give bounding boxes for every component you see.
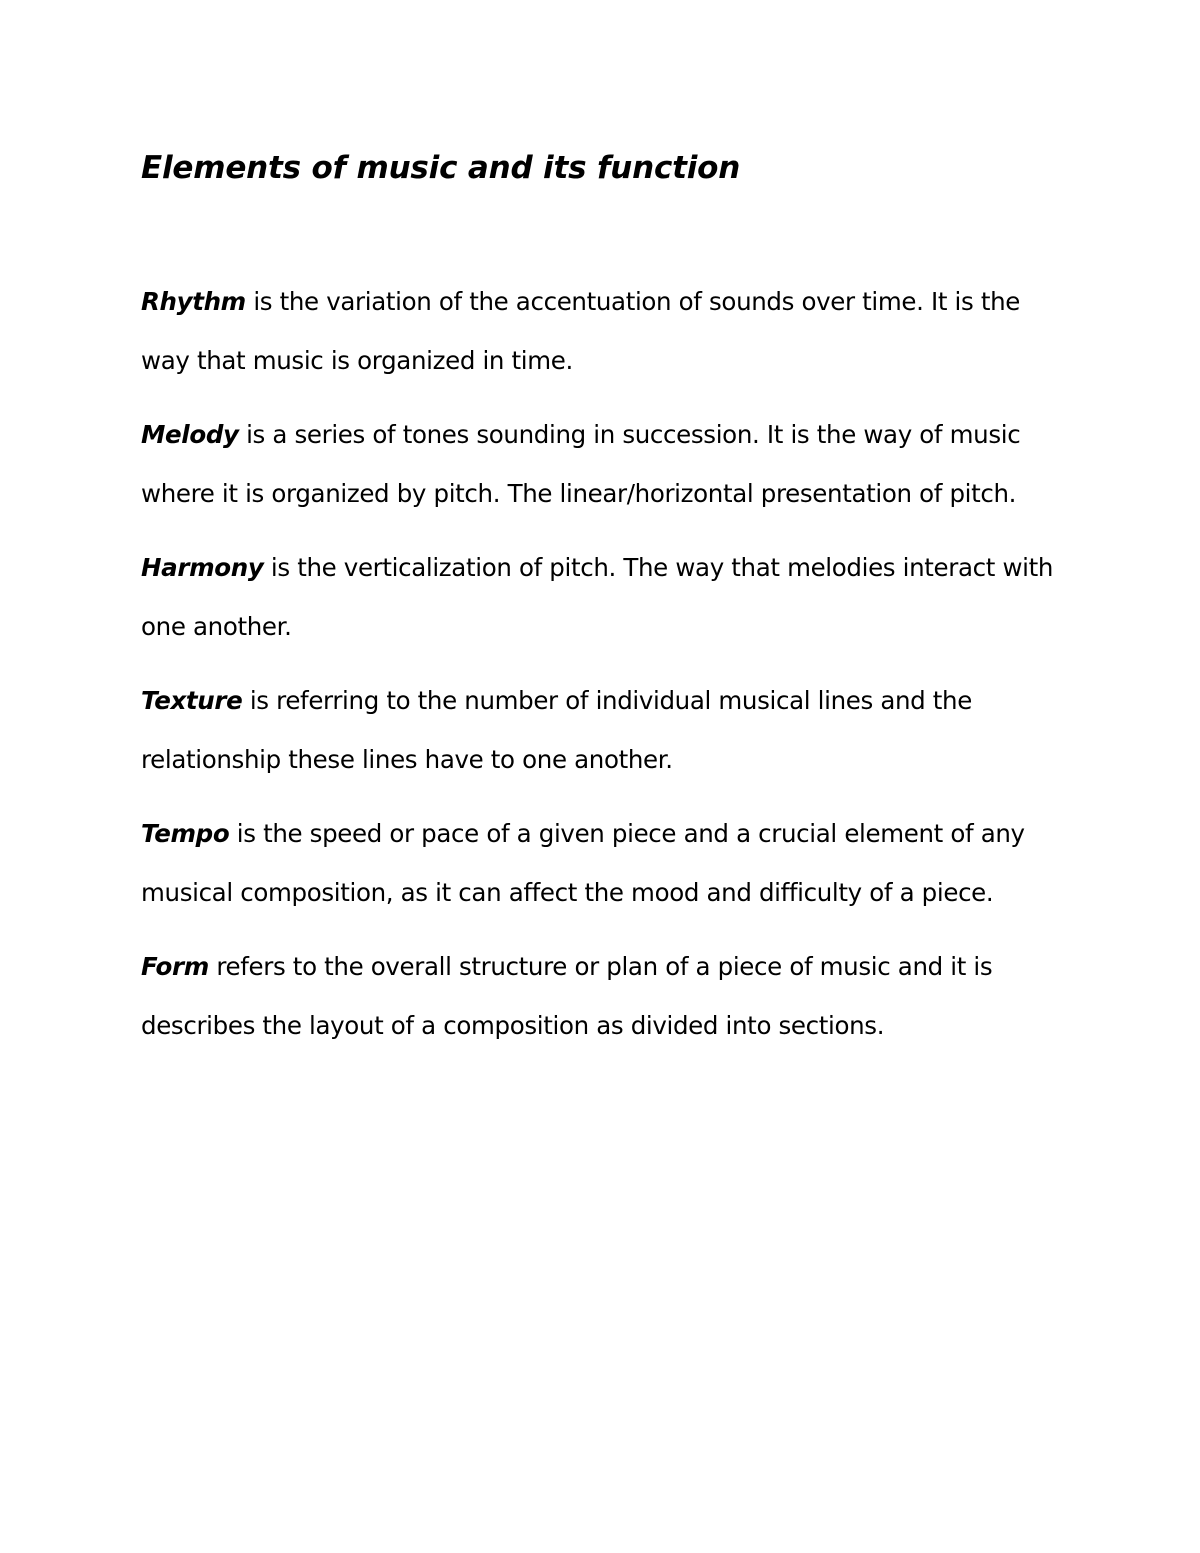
term-melody: Melody xyxy=(141,420,239,449)
entry-harmony xyxy=(141,539,1061,656)
definition-form: refers to the overall structure or plan of a piece of music and it is describes the layout of a composition as divided into sections. xyxy=(141,952,993,1040)
term-form: Form xyxy=(141,952,209,981)
entry-texture xyxy=(141,672,1061,789)
definition-texture: is referring to the number of individual musical lines and the relationship these lines have to one another. xyxy=(141,686,972,774)
definition-harmony: is the verticalization of pitch. The way that melodies interact with one another. xyxy=(141,553,1054,641)
definition-melody: is a series of tones sounding in succession. It is the way of music where it is organized by pitch. The linear/horizontal presentation of pitch. xyxy=(141,420,1021,508)
entry-rhythm xyxy=(141,273,1061,390)
definition-rhythm: is the variation of the accentuation of sounds over time. It is the way that music is organized in time. xyxy=(141,287,1021,375)
entry-form xyxy=(141,938,1061,1055)
entry-melody xyxy=(141,406,1061,523)
definition-tempo: is the speed or pace of a given piece and a crucial element of any musical composition, as it can affect the mood and difficulty of a piece. xyxy=(141,819,1025,907)
term-texture: Texture xyxy=(141,686,243,715)
page-title: Elements of music and its function xyxy=(141,150,741,186)
term-harmony: Harmony xyxy=(141,553,264,582)
term-tempo: Tempo xyxy=(141,819,230,848)
entry-tempo xyxy=(141,805,1061,922)
term-rhythm: Rhythm xyxy=(141,287,246,316)
document-body xyxy=(141,273,1061,1071)
